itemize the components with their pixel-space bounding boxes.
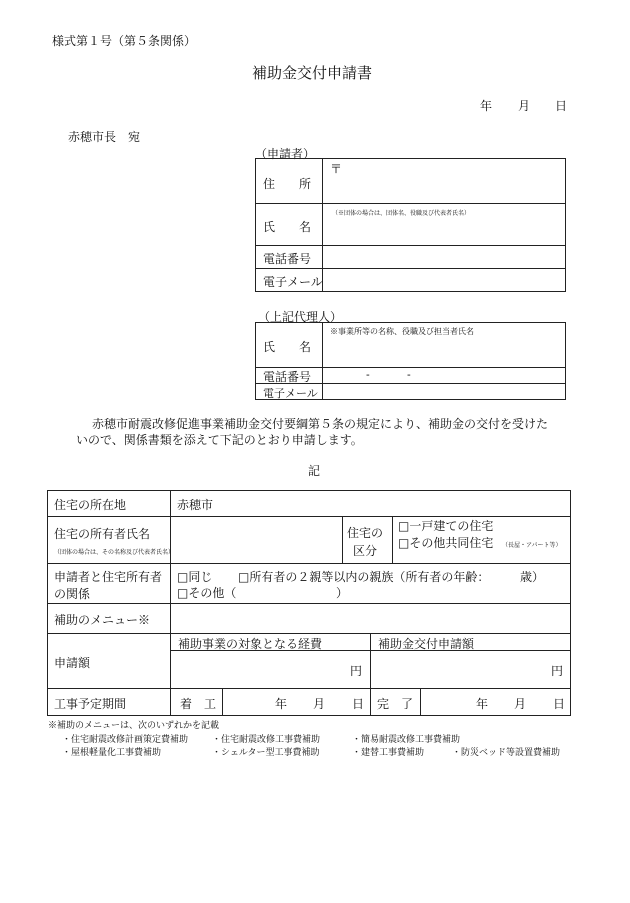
agent-section-label: （上記代理人） — [258, 310, 343, 324]
addressee: 赤穂市長 宛 — [68, 130, 141, 144]
relation-option-same[interactable]: □同じ — [177, 570, 213, 584]
start-month: 月 — [313, 697, 326, 711]
owner-label: 住宅の所有者氏名 — [54, 527, 151, 541]
house-option-collective-note: （長屋・アパート等） — [502, 542, 562, 549]
period-label: 工事予定期間 — [54, 697, 127, 711]
owner-note: （団体の場合は、その名称及び代表者氏名） — [54, 549, 175, 556]
agent-email-field[interactable] — [324, 385, 564, 399]
agent-name-field[interactable] — [324, 340, 564, 366]
applicant-name-field[interactable] — [324, 218, 564, 244]
start-year: 年 — [275, 697, 288, 711]
grant-header: 補助金交付申請額 — [378, 637, 475, 651]
footnote-item: ・簡易耐震改修工事費補助 — [352, 735, 461, 745]
applicant-address-label: 住 所 — [263, 177, 312, 191]
end-label: 完 了 — [377, 697, 414, 711]
agent-phone-label: 電話番号 — [263, 370, 312, 384]
agent-phone-separator-2: - — [407, 368, 411, 381]
ki-label: 記 — [308, 464, 321, 478]
relation-age-unit: 歳） — [520, 570, 545, 584]
date-day: 日 — [555, 99, 568, 113]
body-text-line1: 赤穂市耐震改修促進事業補助金交付要綱第５条の規定により、補助金の交付を受けた — [92, 417, 549, 431]
footnote-item: ・屋根軽量化工事費補助 — [62, 748, 162, 758]
agent-phone-field[interactable] — [324, 369, 564, 382]
body-text-line2: いので、関係書類を添えて下記のとおり申請します。 — [76, 433, 363, 447]
postal-mark: 〒 — [330, 162, 343, 176]
page-title: 補助金交付申請書 — [252, 64, 373, 82]
relation-label-2: の関係 — [54, 587, 91, 601]
end-month: 月 — [514, 697, 527, 711]
relation-other-close: ） — [336, 586, 349, 600]
yen-unit-grant: 円 — [551, 664, 564, 678]
owner-name-field[interactable] — [172, 518, 340, 562]
relation-option-other[interactable]: □その他（ — [177, 586, 237, 600]
start-label: 着 工 — [180, 697, 217, 711]
applicant-email-field[interactable] — [324, 270, 564, 290]
house-type-label-1: 住宅の — [347, 526, 384, 540]
menu-field[interactable] — [172, 605, 568, 631]
location-label: 住宅の所在地 — [54, 498, 127, 512]
yen-unit-cost: 円 — [350, 664, 363, 678]
cost-header: 補助事業の対象となる経費 — [178, 637, 323, 651]
location-value: 赤穂市 — [177, 498, 214, 512]
cost-amount-field[interactable] — [172, 652, 342, 686]
end-year: 年 — [476, 697, 489, 711]
end-day: 日 — [553, 697, 566, 711]
applicant-name-note: （※団体の場合は、団体名、役職及び代表者氏名） — [332, 210, 471, 217]
footnote-title: ※補助のメニューは、次のいずれかを記載 — [48, 721, 220, 731]
house-option-collective[interactable]: □その他共同住宅 — [398, 536, 494, 550]
footnote-item: ・防災ベッド等設置費補助 — [452, 748, 561, 758]
start-day: 日 — [352, 697, 365, 711]
house-option-detached[interactable]: □一戸建ての住宅 — [398, 519, 494, 533]
applicant-section-label: （申請者） — [255, 147, 316, 161]
applicant-phone-label: 電話番号 — [263, 252, 312, 266]
amount-label: 申請額 — [54, 656, 91, 670]
menu-label: 補助のメニュー※ — [54, 613, 151, 627]
date-month: 月 — [518, 99, 531, 113]
footnote-item: ・建替工事費補助 — [352, 748, 425, 758]
footnote-item: ・住宅耐震改修計画策定費補助 — [62, 735, 189, 745]
relation-label-1: 申請者と住宅所有者 — [54, 570, 163, 584]
house-type-label-2: 区分 — [353, 544, 378, 558]
applicant-email-label: 電子メール — [263, 275, 323, 289]
form-number: 様式第１号（第５条関係） — [52, 34, 197, 48]
grant-amount-field[interactable] — [372, 652, 542, 686]
agent-name-note: ※事業所等の名称、役職及び担当者氏名 — [330, 327, 474, 336]
agent-phone-separator-1: - — [366, 368, 370, 381]
agent-name-label: 氏 名 — [263, 340, 312, 354]
agent-email-label: 電子メール — [263, 387, 318, 400]
applicant-address-field[interactable] — [324, 170, 564, 200]
applicant-phone-field[interactable] — [324, 247, 564, 267]
footnote-item: ・住宅耐震改修工事費補助 — [212, 735, 321, 745]
relation-option-relative[interactable]: □所有者の２親等以内の親族（所有者の年齢： — [238, 570, 490, 584]
date-year: 年 — [480, 99, 493, 113]
applicant-name-label: 氏 名 — [263, 220, 312, 234]
footnote-item: ・シェルター型工事費補助 — [212, 748, 320, 758]
